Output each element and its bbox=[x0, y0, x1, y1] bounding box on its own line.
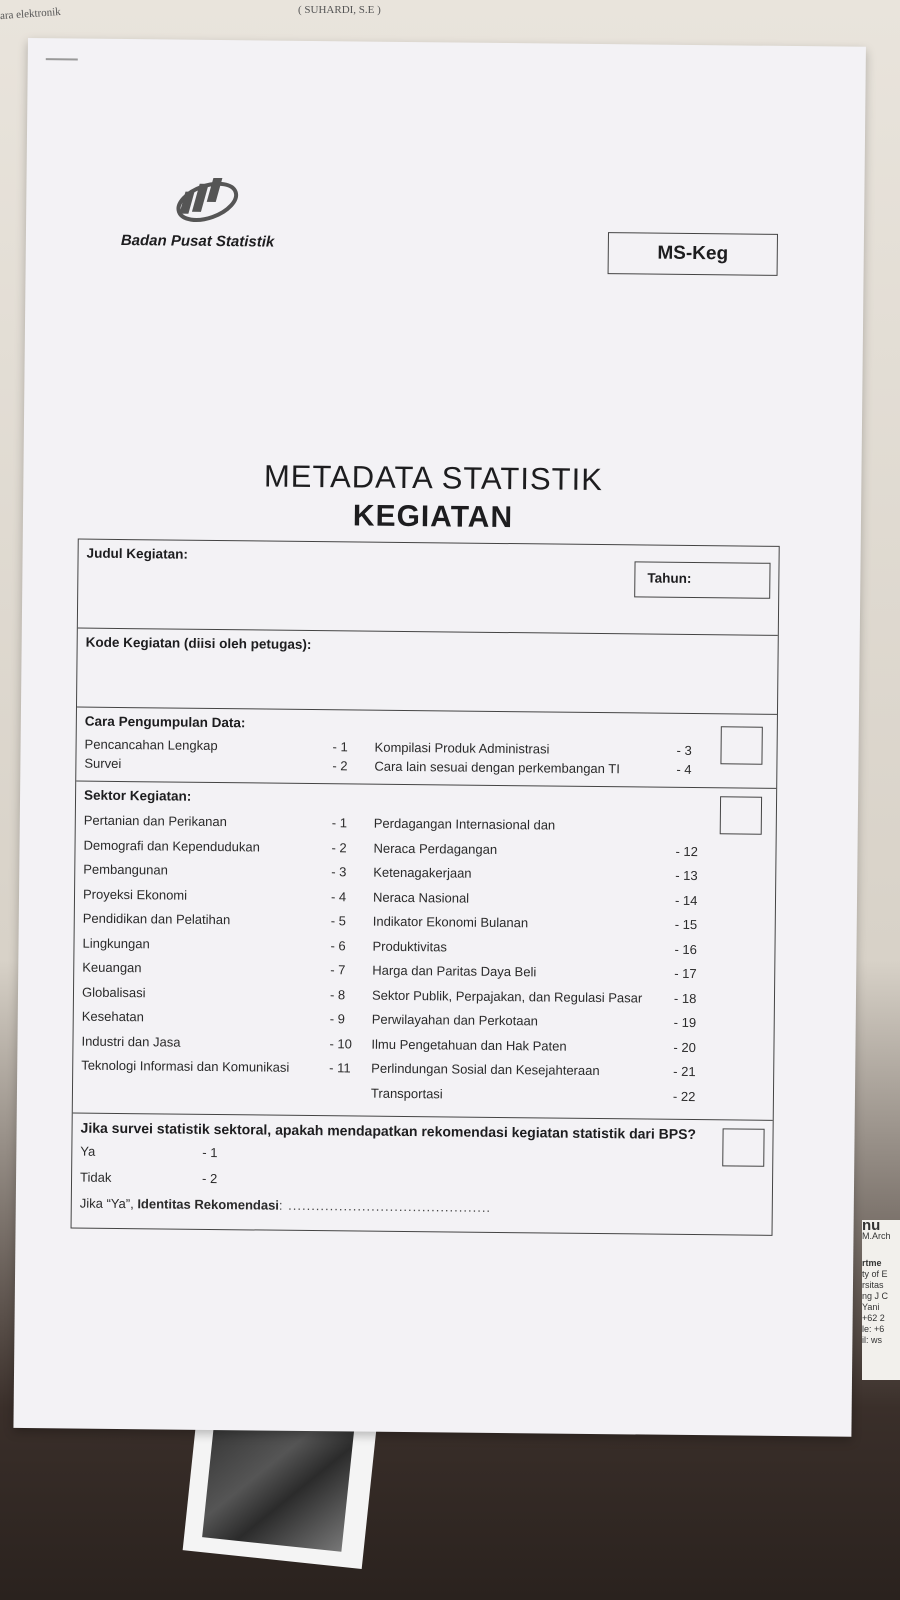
option-label: Harga dan Paritas Daya Beli bbox=[372, 962, 537, 980]
cara-label: Cara Pengumpulan Data: bbox=[84, 713, 246, 731]
identity-label: Identitas Rekomendasi bbox=[137, 1196, 280, 1213]
staple-mark bbox=[46, 58, 78, 60]
option-label: Indikator Ekonomi Bulanan bbox=[372, 913, 529, 931]
option-label: Proyeksi Ekonomi bbox=[82, 886, 188, 903]
option-code: - 17 bbox=[674, 965, 697, 982]
option-code: - 3 bbox=[331, 864, 347, 880]
option-code: - 4 bbox=[676, 761, 692, 777]
option-label: Transportasi bbox=[370, 1085, 443, 1101]
option-label: Demografi dan Kependudukan bbox=[83, 837, 260, 854]
bps-logo-icon bbox=[171, 170, 242, 231]
card-line: M.Arch bbox=[862, 1231, 891, 1241]
option-code: - 15 bbox=[674, 916, 698, 933]
option-code: - 14 bbox=[674, 892, 698, 908]
option-code: - 1 bbox=[202, 1144, 218, 1161]
form-code-box: MS-Keg bbox=[608, 232, 778, 276]
option-code: - 11 bbox=[329, 1060, 351, 1076]
judul-label: Judul Kegiatan: bbox=[86, 545, 188, 562]
option-code: - 12 bbox=[675, 843, 699, 859]
option-code: - 3 bbox=[676, 742, 692, 758]
card-line: Yani bbox=[862, 1302, 880, 1312]
option-code: - 2 bbox=[332, 758, 348, 774]
option-label: Ilmu Pengetahuan dan Hak Paten bbox=[371, 1036, 567, 1054]
option-label: Produktivitas bbox=[372, 938, 448, 954]
option-label: Tidak bbox=[79, 1169, 112, 1185]
cara-section bbox=[76, 708, 777, 789]
option-code: - 13 bbox=[675, 867, 698, 884]
background-note-top: ( SUHARDI, S.E ) bbox=[298, 4, 381, 16]
kode-label: Kode Kegiatan (diisi oleh petugas): bbox=[85, 634, 312, 653]
option-code: - 2 bbox=[201, 1170, 218, 1187]
option-label: Kesehatan bbox=[81, 1008, 145, 1025]
rekomendasi-question: Jika survei statistik sektoral, apakah mendapatkan rekomendasi kegiatan statistik dari BPS? bbox=[80, 1119, 697, 1143]
option-label: Kompilasi Produk Administrasi bbox=[374, 739, 550, 757]
option-label: Perdagangan Internasional dan bbox=[373, 815, 556, 833]
option-code: - 6 bbox=[330, 937, 346, 953]
card-line: nu bbox=[862, 1220, 881, 1234]
card-line: le: +6 bbox=[862, 1324, 885, 1334]
page-title: METADATA STATISTIK bbox=[263, 458, 604, 498]
identity-field[interactable]: : ............................................ bbox=[278, 1197, 492, 1215]
background-business-card bbox=[862, 1220, 900, 1380]
card-line: rsitas bbox=[862, 1280, 884, 1290]
option-label: Neraca Nasional bbox=[372, 889, 470, 906]
option-label: Sektor Publik, Perpajakan, dan Regulasi Pasar bbox=[371, 987, 643, 1005]
sektor-section bbox=[73, 782, 776, 1121]
option-code: - 8 bbox=[329, 986, 346, 1002]
card-line: ng J C bbox=[862, 1291, 889, 1301]
background-note-left: ara elektronik bbox=[0, 5, 62, 23]
option-label: Industri dan Jasa bbox=[81, 1033, 181, 1050]
option-code: - 4 bbox=[330, 888, 347, 904]
option-code: - 1 bbox=[332, 739, 348, 755]
option-code: - 1 bbox=[331, 815, 348, 831]
metadata-form bbox=[71, 539, 780, 1236]
option-label: Survei bbox=[84, 755, 122, 772]
option-label: Perwilayahan dan Perkotaan bbox=[371, 1011, 539, 1029]
card-line: rtme bbox=[862, 1258, 882, 1268]
option-code: - 10 bbox=[329, 1035, 352, 1051]
option-label: Lingkungan bbox=[82, 935, 150, 951]
page-subtitle: KEGIATAN bbox=[352, 499, 514, 535]
option-label: Pembangunan bbox=[83, 861, 168, 878]
card-line: il: ws bbox=[862, 1335, 882, 1345]
sektor-label: Sektor Kegiatan: bbox=[83, 787, 192, 804]
judul-section bbox=[78, 540, 779, 636]
option-label: Ya bbox=[80, 1143, 96, 1159]
option-label: Teknologi Informasi dan Komunikasi bbox=[81, 1057, 290, 1075]
option-code: - 18 bbox=[673, 990, 697, 1006]
option-code: - 9 bbox=[329, 1011, 345, 1027]
option-label: Pencancahan Lengkap bbox=[84, 736, 218, 754]
option-label: Pendidikan dan Pelatihan bbox=[82, 910, 231, 928]
option-label: Keuangan bbox=[82, 959, 142, 976]
option-code: - 2 bbox=[331, 839, 347, 855]
option-label: Cara lain sesuai dengan perkembangan TI bbox=[374, 758, 620, 777]
option-code: - 20 bbox=[673, 1039, 696, 1055]
identity-prefix: Jika “Ya”, bbox=[79, 1195, 134, 1212]
card-line: ty of E bbox=[862, 1269, 888, 1279]
option-label: Perlindungan Sosial dan Kesejahteraan bbox=[371, 1060, 600, 1079]
option-label: Neraca Perdagangan bbox=[373, 840, 498, 857]
card-line: +62 2 bbox=[862, 1313, 885, 1323]
option-code: - 22 bbox=[672, 1088, 696, 1104]
rekomendasi-section bbox=[72, 1114, 773, 1235]
identity-text bbox=[80, 1196, 491, 1215]
option-code: - 19 bbox=[673, 1014, 697, 1031]
tahun-field[interactable]: Tahun: bbox=[634, 561, 770, 598]
option-label: Pertanian dan Perikanan bbox=[83, 812, 227, 830]
form-sheet bbox=[13, 38, 866, 1437]
option-code: - 21 bbox=[673, 1063, 696, 1080]
kode-section bbox=[77, 629, 778, 715]
option-code: - 7 bbox=[330, 962, 346, 978]
option-code: - 16 bbox=[674, 941, 697, 957]
organization-name: Badan Pusat Statistik bbox=[120, 231, 275, 251]
option-code: - 5 bbox=[330, 913, 347, 929]
option-label: Ketenagakerjaan bbox=[373, 864, 472, 881]
option-label: Globalisasi bbox=[81, 984, 146, 1000]
